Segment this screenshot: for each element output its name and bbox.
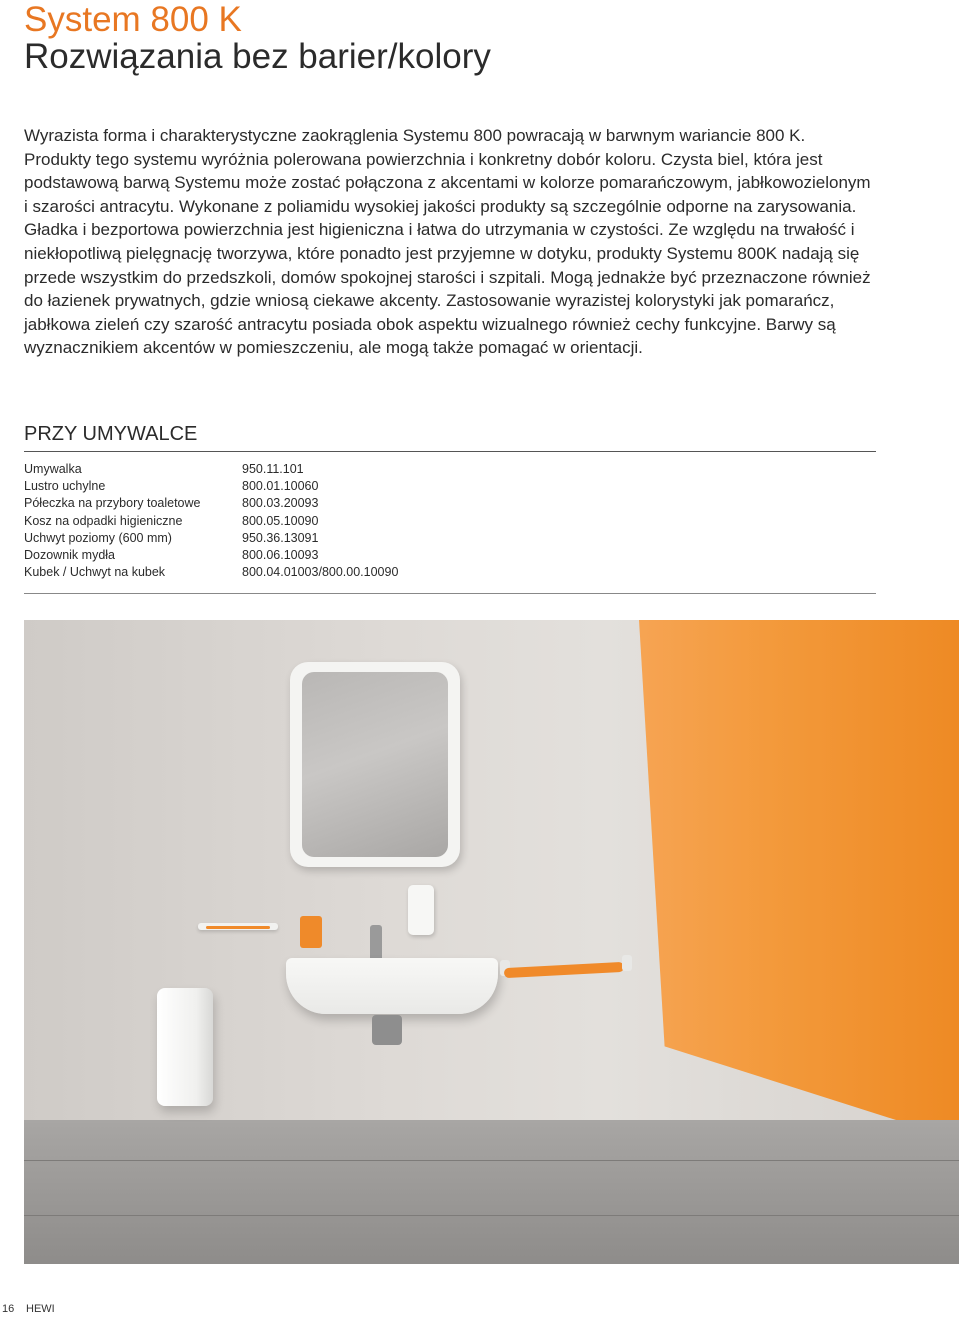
drain-trap (372, 1015, 402, 1045)
item-name: Umywalka (24, 462, 82, 476)
item-name: Dozownik mydła (24, 547, 116, 562)
floor-tile-line (24, 1215, 959, 1216)
soap-dispenser (408, 885, 434, 935)
toiletry-shelf (198, 923, 278, 930)
tilting-mirror (290, 662, 460, 867)
page-title-series: System 800 K (24, 0, 242, 39)
list-item (24, 495, 624, 512)
list-item (24, 461, 624, 478)
shelf-accent (206, 926, 270, 929)
item-code: 800.01.10060 (242, 479, 319, 494)
mirror-glass (302, 672, 448, 857)
item-name: Kubek / Uchwyt na kubek (24, 565, 166, 580)
list-item (24, 478, 624, 495)
item-name: Uchwyt poziomy (600 mm) (24, 530, 172, 545)
divider (24, 593, 876, 594)
floor (24, 1120, 959, 1264)
horizontal-grab-rail (504, 962, 624, 978)
list-item (24, 547, 624, 564)
item-code: 800.06.10093 (242, 547, 319, 562)
brand-name: HEWI (26, 1303, 55, 1315)
intro-paragraph: Wyrazista forma i charakterystyczne zaokrąglenia Systemu 800 powracają w barwnym wariancie 800 K. Produkty tego systemu wyróżnia polerowana powierzchnia i konkretny dobór koloru. Czysta biel, która jest podstawową barwą Systemu może zostać połączona z akcentami w kolorze pomarańczowym, jabłkowozielonym i szarości antracytu. Wykonane z poliamidu wysokiej jakości produkty są szczególnie odporne na zarysowania. Gładka i bezportowa powierzchnia jest higieniczna i łatwa do utrzymania w czystości. Ze względu na trwałość i niekłopotliwą pielęgnację tworzywa, które ponadto jest przyjemne w dotyku, produkty Systemu 800K nadają się przede wszystkim do przedszkoli, domów spokojnej starości i szpitali. Mogą jednakże być przeznaczone również do łazienek prywatnych, gdzie wniosą ciekawe akcenty. Zastosowanie wyrazistej kolorystyki jak pomarańcz, jabłkowa zieleń czy szarość antracytu posiada obok aspektu wizualnego również cechy funkcyjne. Barwy są wyznacznikiem akcentów w pomieszczeniu, ale mogą także pomagać w orientacji. (24, 126, 871, 358)
product-list (24, 461, 624, 581)
page-number: 16 (2, 1303, 15, 1315)
list-item (24, 564, 624, 581)
page-title: Rozwiązania bez barier/kolory (24, 37, 491, 76)
list-item (24, 530, 624, 547)
item-name: Lustro uchylne (24, 479, 106, 494)
item-code: 800.05.10090 (242, 513, 319, 528)
section-title: PRZY UMYWALCE (24, 423, 198, 445)
orange-wall-panel (639, 620, 959, 1140)
hygiene-bin (157, 988, 213, 1106)
faucet (370, 925, 382, 961)
rail-mount (622, 955, 632, 971)
item-code: 800.04.01003/800.00.10090 (242, 565, 399, 580)
washbasin (286, 958, 498, 1014)
floor-tile-line (24, 1160, 959, 1161)
item-name: Półeczka na przybory toaletowe (24, 496, 201, 511)
page-footer (0, 1302, 55, 1316)
divider (24, 451, 876, 452)
item-code: 950.36.13091 (242, 530, 319, 545)
bathroom-photo (24, 620, 959, 1264)
list-item (24, 513, 624, 530)
tumbler (300, 916, 322, 948)
item-code: 800.03.20093 (242, 496, 319, 511)
intro-text (24, 124, 874, 360)
item-name: Kosz na odpadki higieniczne (24, 513, 183, 528)
item-code: 950.11.101 (242, 462, 304, 476)
